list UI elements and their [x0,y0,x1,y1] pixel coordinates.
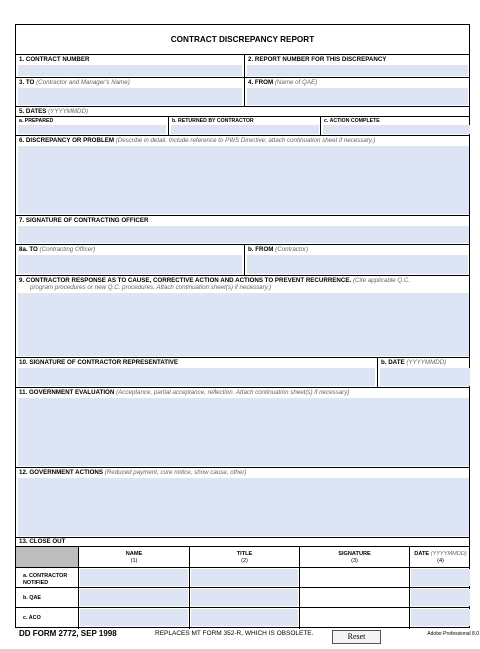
contract-discrepancy-form [15,24,470,628]
row-8-to-from [16,245,469,276]
dates-hint: (YYYYMMDD) [48,108,88,115]
row-label-aco: c. ACO [23,615,41,621]
to-co-label: 8a. TO [19,246,38,253]
discrepancy-section [16,136,469,216]
qae-signature-close-cell [299,588,409,607]
qae-title-field[interactable] [191,589,298,606]
software-note: Adobe Professional 8.0 [427,631,479,637]
close-out-row-qae [16,588,469,608]
col-title-header: TITLE (2) [189,547,299,567]
to-co-hint: (Contracting Officer) [39,246,96,253]
aco-name-field[interactable] [80,609,188,626]
gov-actions-hint: (Reduced payment, cure notice, show cause, other) [104,469,247,476]
dates-header [16,107,469,117]
contractor-date-hint: (YYYYMMDD) [406,359,447,366]
close-out-label: 13. CLOSE OUT [19,538,66,545]
col-signature-header: SIGNATURE (3) [299,547,409,567]
returned-cell [168,117,320,135]
row-to-from [16,78,469,107]
action-complete-date-field[interactable] [323,125,470,134]
contract-number-field[interactable] [18,65,242,76]
discrepancy-label: 6. DISCREPANCY OR PROBLEM [19,137,115,144]
co-signature-label: 7. SIGNATURE OF CONTRACTING OFFICER [19,217,149,224]
reset-button[interactable]: Reset [332,630,381,644]
contract-number-label: 1. CONTRACT NUMBER [19,56,90,63]
prepared-label: a. PREPARED [19,118,54,124]
from-contractor-field[interactable] [247,255,468,274]
prepared-date-field[interactable] [18,125,166,134]
close-out-corner [16,547,78,567]
close-out-row-contractor [16,568,469,588]
contractor-response-section [16,276,469,358]
contractor-close-date-field[interactable] [411,569,470,586]
from-label: 4. FROM [248,79,274,86]
to-cell [16,78,244,106]
from-contractor-hint: (Contractor) [275,246,309,253]
contractor-date-label: b. DATE [381,359,405,366]
form-footer [19,629,479,645]
row-label-contractor-notified: a. CONTRACTOR NOTIFIED [23,573,68,586]
report-number-cell [244,55,471,77]
gov-evaluation-label: 11. GOVERNMENT EVALUATION [19,389,115,396]
qae-close-date-field[interactable] [411,589,470,606]
to-hint: (Contractor and Manager's Name) [36,79,130,86]
returned-label: b. RETURNED BY CONTRACTOR [172,118,254,124]
contractor-response-hint-2: program procedures or new Q.C. procedures. Attach continuation sheet(s) if necessary.) [30,284,272,291]
gov-actions-label: 12. GOVERNMENT ACTIONS [19,469,103,476]
action-complete-cell [320,117,471,135]
col-date-header: DATE (YYYYMMDD) (4) [409,547,471,567]
close-out-row-aco [16,608,469,629]
report-number-label: 2. REPORT NUMBER FOR THIS DISCREPANCY [248,56,387,63]
from-field[interactable] [247,88,468,105]
returned-date-field[interactable] [171,125,319,134]
co-signature-field[interactable] [18,226,469,243]
gov-evaluation-field[interactable] [18,398,469,466]
contract-number-cell [16,55,244,77]
government-actions-section [16,468,469,538]
report-number-field[interactable] [247,65,468,76]
qae-name-field[interactable] [80,589,188,606]
from-contractor-cell [244,245,471,275]
contractor-date-field[interactable] [380,368,470,386]
to-field[interactable] [18,88,242,105]
row-label-qae: b. QAE [23,595,41,601]
contractor-response-hint: (Cite applicable Q.C. [352,277,411,284]
prepared-cell [16,117,168,135]
contractor-representative-row [16,358,469,388]
contractor-response-field[interactable] [18,293,469,356]
from-contractor-label: b. FROM [248,246,274,253]
aco-close-date-field[interactable] [411,609,470,626]
contractor-name-field[interactable] [80,569,188,586]
contractor-signature-cell [16,358,377,387]
aco-title-field[interactable] [191,609,298,626]
replaces-note: REPLACES MT FORM 352-R, WHICH IS OBSOLETE. [155,630,314,637]
col-name-header: NAME (1) [78,547,189,567]
contracting-officer-signature-section [16,216,469,245]
contractor-date-cell [377,358,471,387]
contractor-signature-label: 10. SIGNATURE OF CONTRACTOR REPRESENTATIVE [19,359,179,366]
discrepancy-field[interactable] [18,146,469,214]
form-title: CONTRACT DISCREPANCY REPORT [16,25,469,55]
gov-actions-field[interactable] [18,478,469,536]
dates-row [16,117,469,136]
aco-signature-close-cell [299,608,409,629]
action-complete-label: c. ACTION COMPLETE [324,118,380,124]
dates-label: 5. DATES [19,108,47,115]
from-hint: (Name of QAE) [274,79,318,86]
close-out-header [16,538,469,547]
contractor-title-field[interactable] [191,569,298,586]
to-label: 3. TO [19,79,35,86]
government-evaluation-section [16,388,469,468]
discrepancy-hint: (Describe in detail. Include reference to PWS Directive; attach continuation sheet if necessary.) [115,137,376,144]
form-id: DD FORM 2772, SEP 1998 [19,629,117,638]
to-contracting-officer-cell [16,245,244,275]
from-cell [244,78,471,106]
to-co-field[interactable] [18,255,242,274]
contractor-response-label: 9. CONTRACTOR RESPONSE AS TO CAUSE, CORRECTIVE ACTION AND ACTIONS TO PREVENT RECURRENCE. [19,277,352,284]
close-out-table-header [16,547,469,568]
row-contract-report-number [16,55,469,78]
contractor-signature-close-cell [299,568,409,587]
contractor-signature-field[interactable] [18,368,375,386]
gov-evaluation-hint: (Acceptance, partial acceptance, reflection. Attach continuation sheet(s) if necessary) [116,389,350,396]
